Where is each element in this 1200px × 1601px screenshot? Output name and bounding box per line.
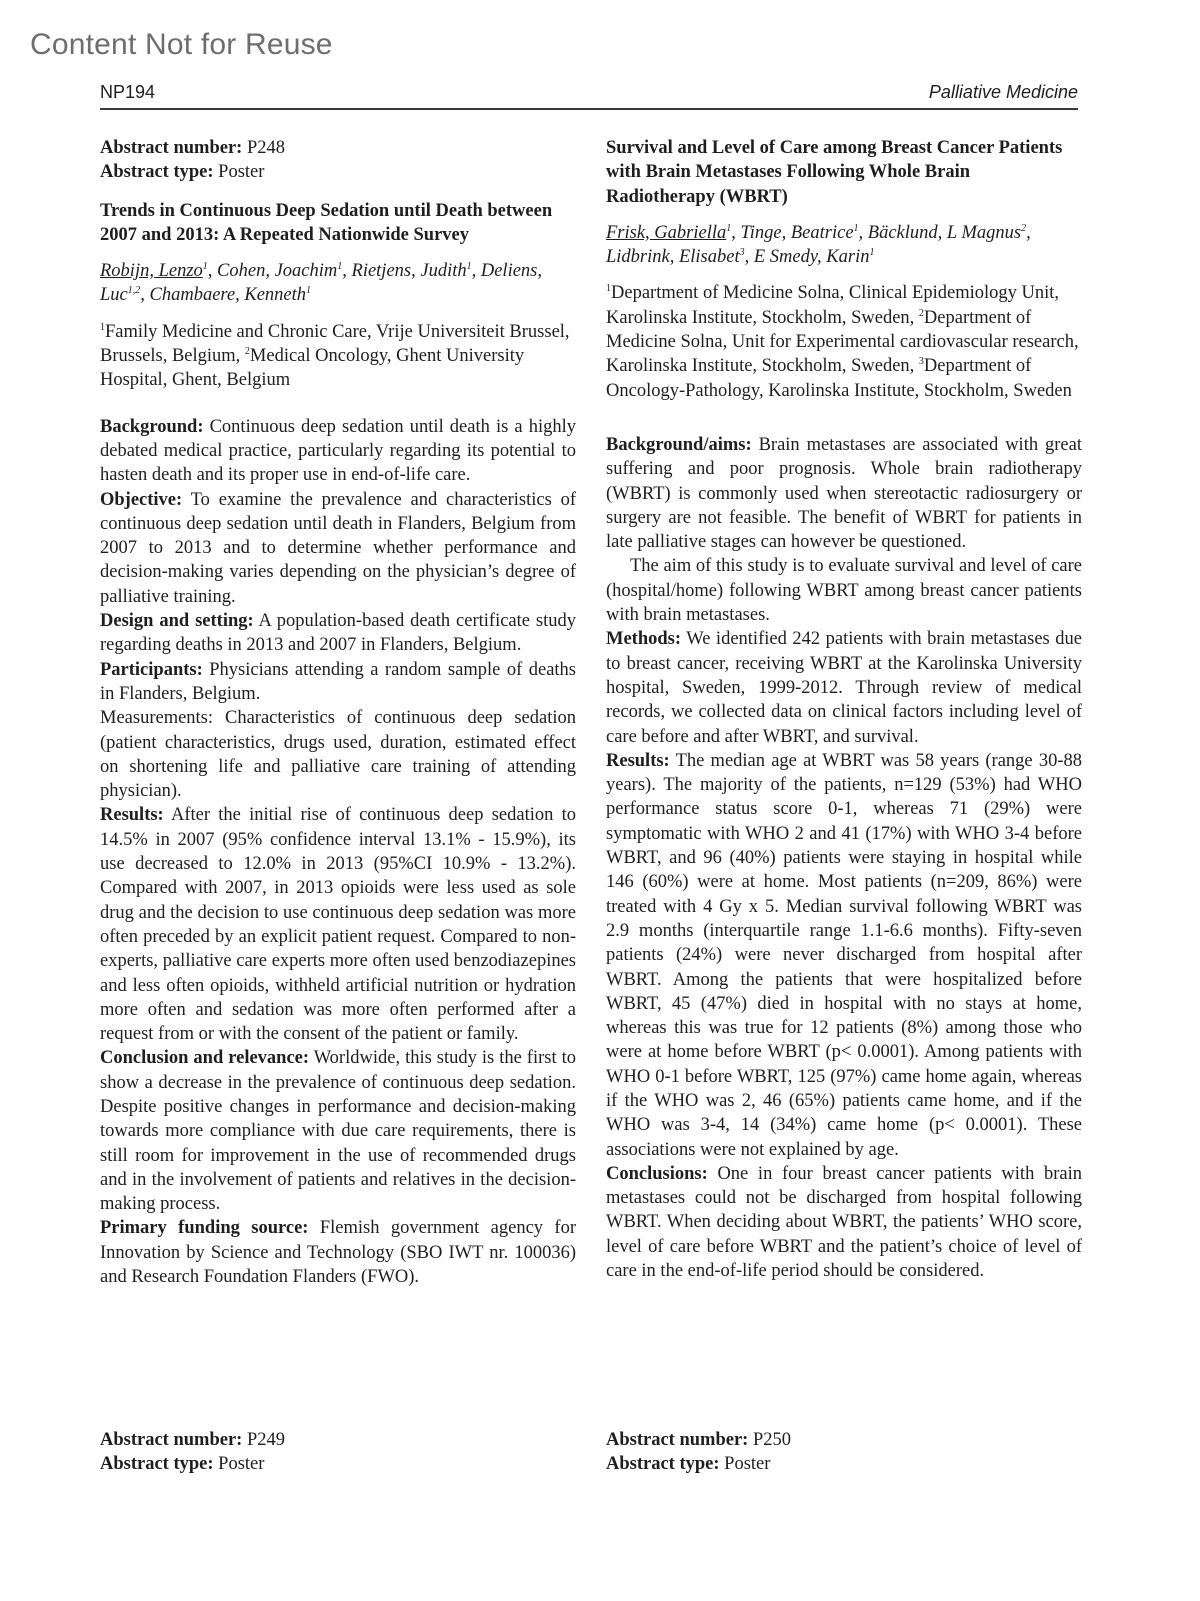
section-measurements: Measurements: Characteristics of continuous deep sedation (patient characteristics, drugs used, duration, estimated effect on shortening life and palliative care training of attending physician). bbox=[100, 708, 576, 802]
abstract-type-label: Abstract type: bbox=[100, 162, 214, 183]
first-author: Frisk, Gabriella bbox=[606, 222, 727, 243]
abstract-number: P249 bbox=[246, 1430, 285, 1450]
section-conclusions: Conclusions: One in four breast cancer patients with brain metastases could not be discharged from hospital following WBRT. When deciding about WBRT, the patients’ WHO score, level of care before WBRT and the patient’s choice of level of care in the end-of-life period should be considered. bbox=[606, 1163, 1082, 1282]
section-funding: Primary funding source: Flemish government agency for Innovation by Science and Technology (SBO IWT nr. 100036) and Research Foundation Flanders (FWO). bbox=[100, 1218, 577, 1288]
section-conclusion: Conclusion and relevance: Worldwide, this study is the first to show a decrease in the prevalence of continuous deep sedation. Despite positive changes in performance and decision-making towards more compliance with due care requirements, there is still room for improvement in the use of recommended drugs and in the involvement of patients and relatives in the decision-making process. bbox=[100, 1048, 576, 1215]
abstract-number: P250 bbox=[752, 1430, 791, 1450]
abstract-title: Survival and Level of Care among Breast Cancer Patients with Brain Metastases Following Whole Brain Radiotherapy (WBRT) bbox=[606, 138, 1063, 207]
abstract-body bbox=[606, 433, 1082, 1283]
section-results: Results: The median age at WBRT was 58 years (range 30-88 years). The majority of the patients, n=129 (53%) had WHO performance status score 0-1, whereas 71 (29%) were symptomatic with WHO 2 and 41 (17%) with WHO 3-4 before WBRT, and 96 (40%) patients were staying in hospital while 146 (60%) were at home. Most patients (n=209, 86%) were treated with 4 Gy x 5. Median survival following WBRT was 2.9 months (interquartile range 1.1-6.6 months). Fifty-seven patients (24%) were never discharged from hospital after WBRT. Among the patients that were hospitalized before WBRT, 45 (47%) died in hospital with no stays at home, whereas this was true for 12 patients (8%) among those who were at home before WBRT (p< 0.0001). Among patients with WHO 0-1 before WBRT, 125 (97%) came home again, whereas if the WHO was 2, 46 (65%) patients came home, and if the WHO was 3-4, 14 (34%) came home (p< 0.0001). These associations were not explained by age. bbox=[606, 750, 1082, 1160]
abstract-number-label: Abstract number: bbox=[100, 1430, 243, 1450]
section-design: Design and setting: A population-based death certificate study regarding deaths in 2013 and 2007 in Flanders, Belgium. bbox=[100, 611, 576, 656]
abstract-number: P248 bbox=[246, 138, 285, 158]
next-abstract-left bbox=[100, 1428, 576, 1477]
watermark: Content Not for Reuse bbox=[30, 28, 333, 61]
section-methods: Methods: We identified 242 patients with brain metastases due to breast cancer, receiving WBRT at the Karolinska University hospital, Sweden, 1999-2012. Through review of medical records, we collected data on clinical factors including level of care before and after WBRT, and survival. bbox=[606, 629, 1082, 747]
abstract-type: Poster bbox=[218, 1454, 265, 1475]
abstract-number-label: Abstract number: bbox=[100, 138, 243, 158]
abstract-meta bbox=[100, 136, 576, 185]
author-list: Robijn, Lenzo$^1$, Cohen, Joachim$^1$, Rietjens, Judith$^1$, Deliens, Luc$^{1,2}$, Chambaere, Kenneth$^1$ bbox=[100, 261, 542, 306]
running-head bbox=[100, 80, 1078, 110]
page-number: NP194 bbox=[100, 82, 156, 102]
abstract-type: Poster bbox=[724, 1454, 771, 1475]
first-author: Robijn, Lenzo bbox=[100, 261, 203, 282]
abstract-title: Trends in Continuous Deep Sedation until Death between 2007 and 2013: A Repeated Nationwide Survey bbox=[100, 200, 553, 245]
abstract-number-label: Abstract number: bbox=[606, 1430, 749, 1450]
abstract-type-label: Abstract type: bbox=[100, 1454, 214, 1475]
affiliations: $^1$Department of Medicine Solna, Clinical Epidemiology Unit, Karolinska Institute, Stockholm, Sweden, $^2$Department of Medicine Solna, Unit for Experimental cardiovascular research, Karolinska Institute, Stockholm, Sweden, $^3$Department of Oncology-Pathology, Karolinska Institute, Stockholm, Sweden bbox=[606, 283, 1079, 401]
section-objective: Objective: To examine the prevalence and characteristics of continuous deep sedation until death in Flanders, Belgium from 2007 to 2013 and to determine whether performance and decision-making varies depending on the physician’s degree of palliative training. bbox=[100, 489, 576, 607]
affiliations: $^1$Family Medicine and Chronic Care, Vrije Universiteit Brussel, Brussels, Belgium, $^2$Medical Oncology, Ghent University Hospital, Ghent, Belgium bbox=[100, 321, 570, 391]
abstract-body bbox=[100, 415, 576, 1290]
section-results: Results: After the initial rise of continuous deep sedation to 14.5% in 2007 (95% confidence interval 13.1% - 15.9%), its use decreased to 12.0% in 2013 (95%CI 10.9% - 13.2%). Compared with 2007, in 2013 opioids were less used as sole drug and the decision to use continuous deep sedation was more often preceded by an explicit patient request. Compared to non-experts, palliative care experts more often used benzodiazepines and less often opioids, withheld artificial nutrition or hydration more often and sedation was more often performed after a request from or with the consent of the patient or family. bbox=[100, 805, 576, 1045]
journal-name: Palliative Medicine bbox=[928, 82, 1078, 102]
abstract-type-label: Abstract type: bbox=[606, 1454, 720, 1475]
section-participants: Participants: Physicians attending a random sample of deaths in Flanders, Belgium. bbox=[100, 659, 576, 704]
section-aim: The aim of this study is to evaluate survival and level of care (hospital/home) following WBRT among breast cancer patients with brain metastases. bbox=[606, 556, 1082, 626]
section-background-aims: Background/aims: Brain metastases are associated with great suffering and poor prognosis. Whole brain radiotherapy (WBRT) is commonly used when stereotactic radiosurgery or surgery are not feasible. The benefit of WBRT for patients in late palliative stages can however be questioned. bbox=[606, 434, 1082, 553]
abstract-type: Poster bbox=[218, 162, 265, 183]
section-background: Background: Continuous deep sedation until death is a highly debated medical practice, particularly regarding its potential to hasten death and its proper use in end-of-life care. bbox=[100, 416, 576, 486]
next-abstract-right bbox=[606, 1428, 1082, 1477]
left-column bbox=[100, 136, 576, 1289]
author-list: Frisk, Gabriella$^1$, Tinge, Beatrice$^1$, Bäcklund, L Magnus$^2$, Lidbrink, Elisabet$^3$, E Smedy, Karin$^1$ bbox=[606, 222, 1031, 268]
right-column bbox=[606, 136, 1082, 1283]
